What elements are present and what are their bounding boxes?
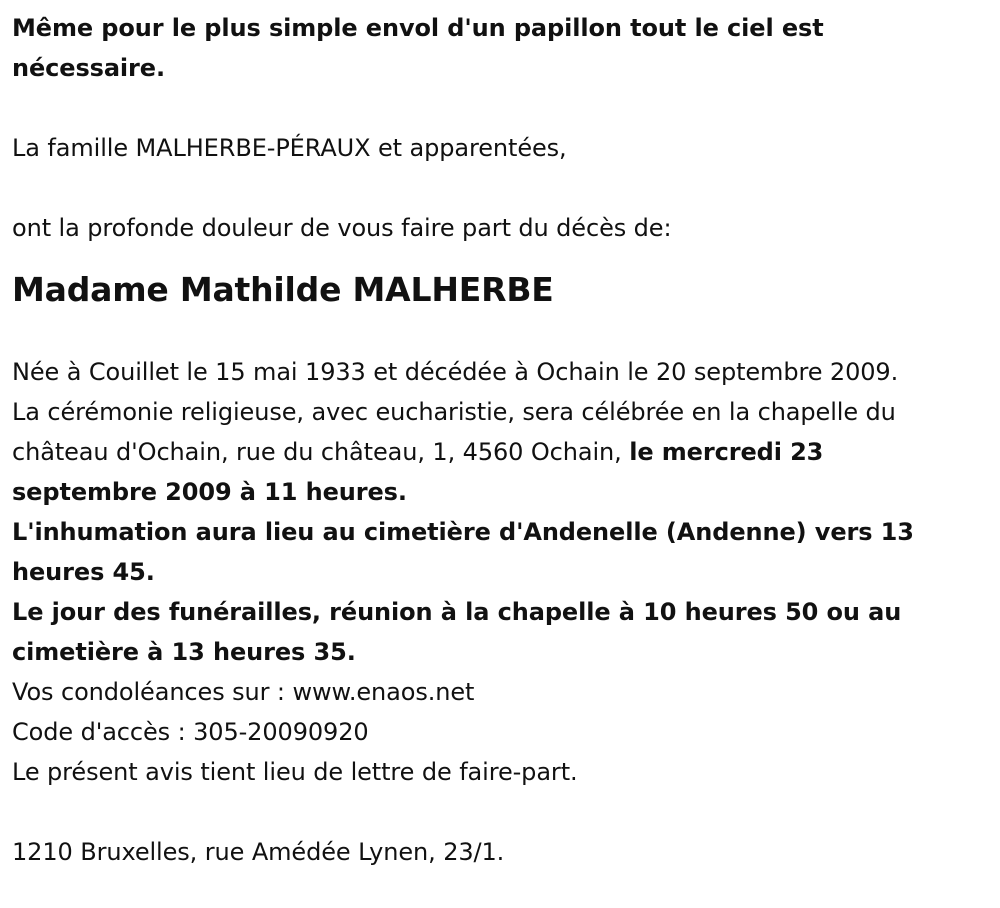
access-code-line: Code d'accès : 305-20090920: [12, 718, 369, 746]
notice-line: Le présent avis tient lieu de lettre de faire-part.: [12, 758, 578, 786]
ceremony-date-text: le mercredi 23: [629, 438, 824, 466]
burial-line-2: heures 45.: [12, 558, 155, 586]
obituary-notice: [12, 8, 992, 872]
ceremony-line-1: La cérémonie religieuse, avec eucharistie, sera célébrée en la chapelle du: [12, 398, 896, 426]
address-line: 1210 Bruxelles, rue Amédée Lynen, 23/1.: [12, 838, 505, 866]
reunion-line-2: cimetière à 13 heures 35.: [12, 638, 356, 666]
epigraph-line-1: Même pour le plus simple envol d'un papillon tout le ciel est: [12, 14, 824, 42]
ceremony-line-3: septembre 2009 à 11 heures.: [12, 478, 407, 506]
deceased-name: Madame Mathilde MALHERBE: [12, 270, 554, 309]
birth-death-line: Née à Couillet le 15 mai 1933 et décédée à Ochain le 20 septembre 2009.: [12, 358, 899, 386]
reunion-line-1: Le jour des funérailles, réunion à la chapelle à 10 heures 50 ou au: [12, 598, 902, 626]
family-line: La famille MALHERBE-PÉRAUX et apparentées,: [12, 134, 567, 162]
epigraph-line-2: nécessaire.: [12, 54, 165, 82]
condolences-line: Vos condoléances sur : www.enaos.net: [12, 678, 475, 706]
announcement-line: ont la profonde douleur de vous faire part du décès de:: [12, 214, 672, 242]
ceremony-location-text: château d'Ochain, rue du château, 1, 4560 Ochain,: [12, 438, 630, 466]
burial-line-1: L'inhumation aura lieu au cimetière d'Andenelle (Andenne) vers 13: [12, 518, 914, 546]
ceremony-line-2: [12, 432, 992, 472]
